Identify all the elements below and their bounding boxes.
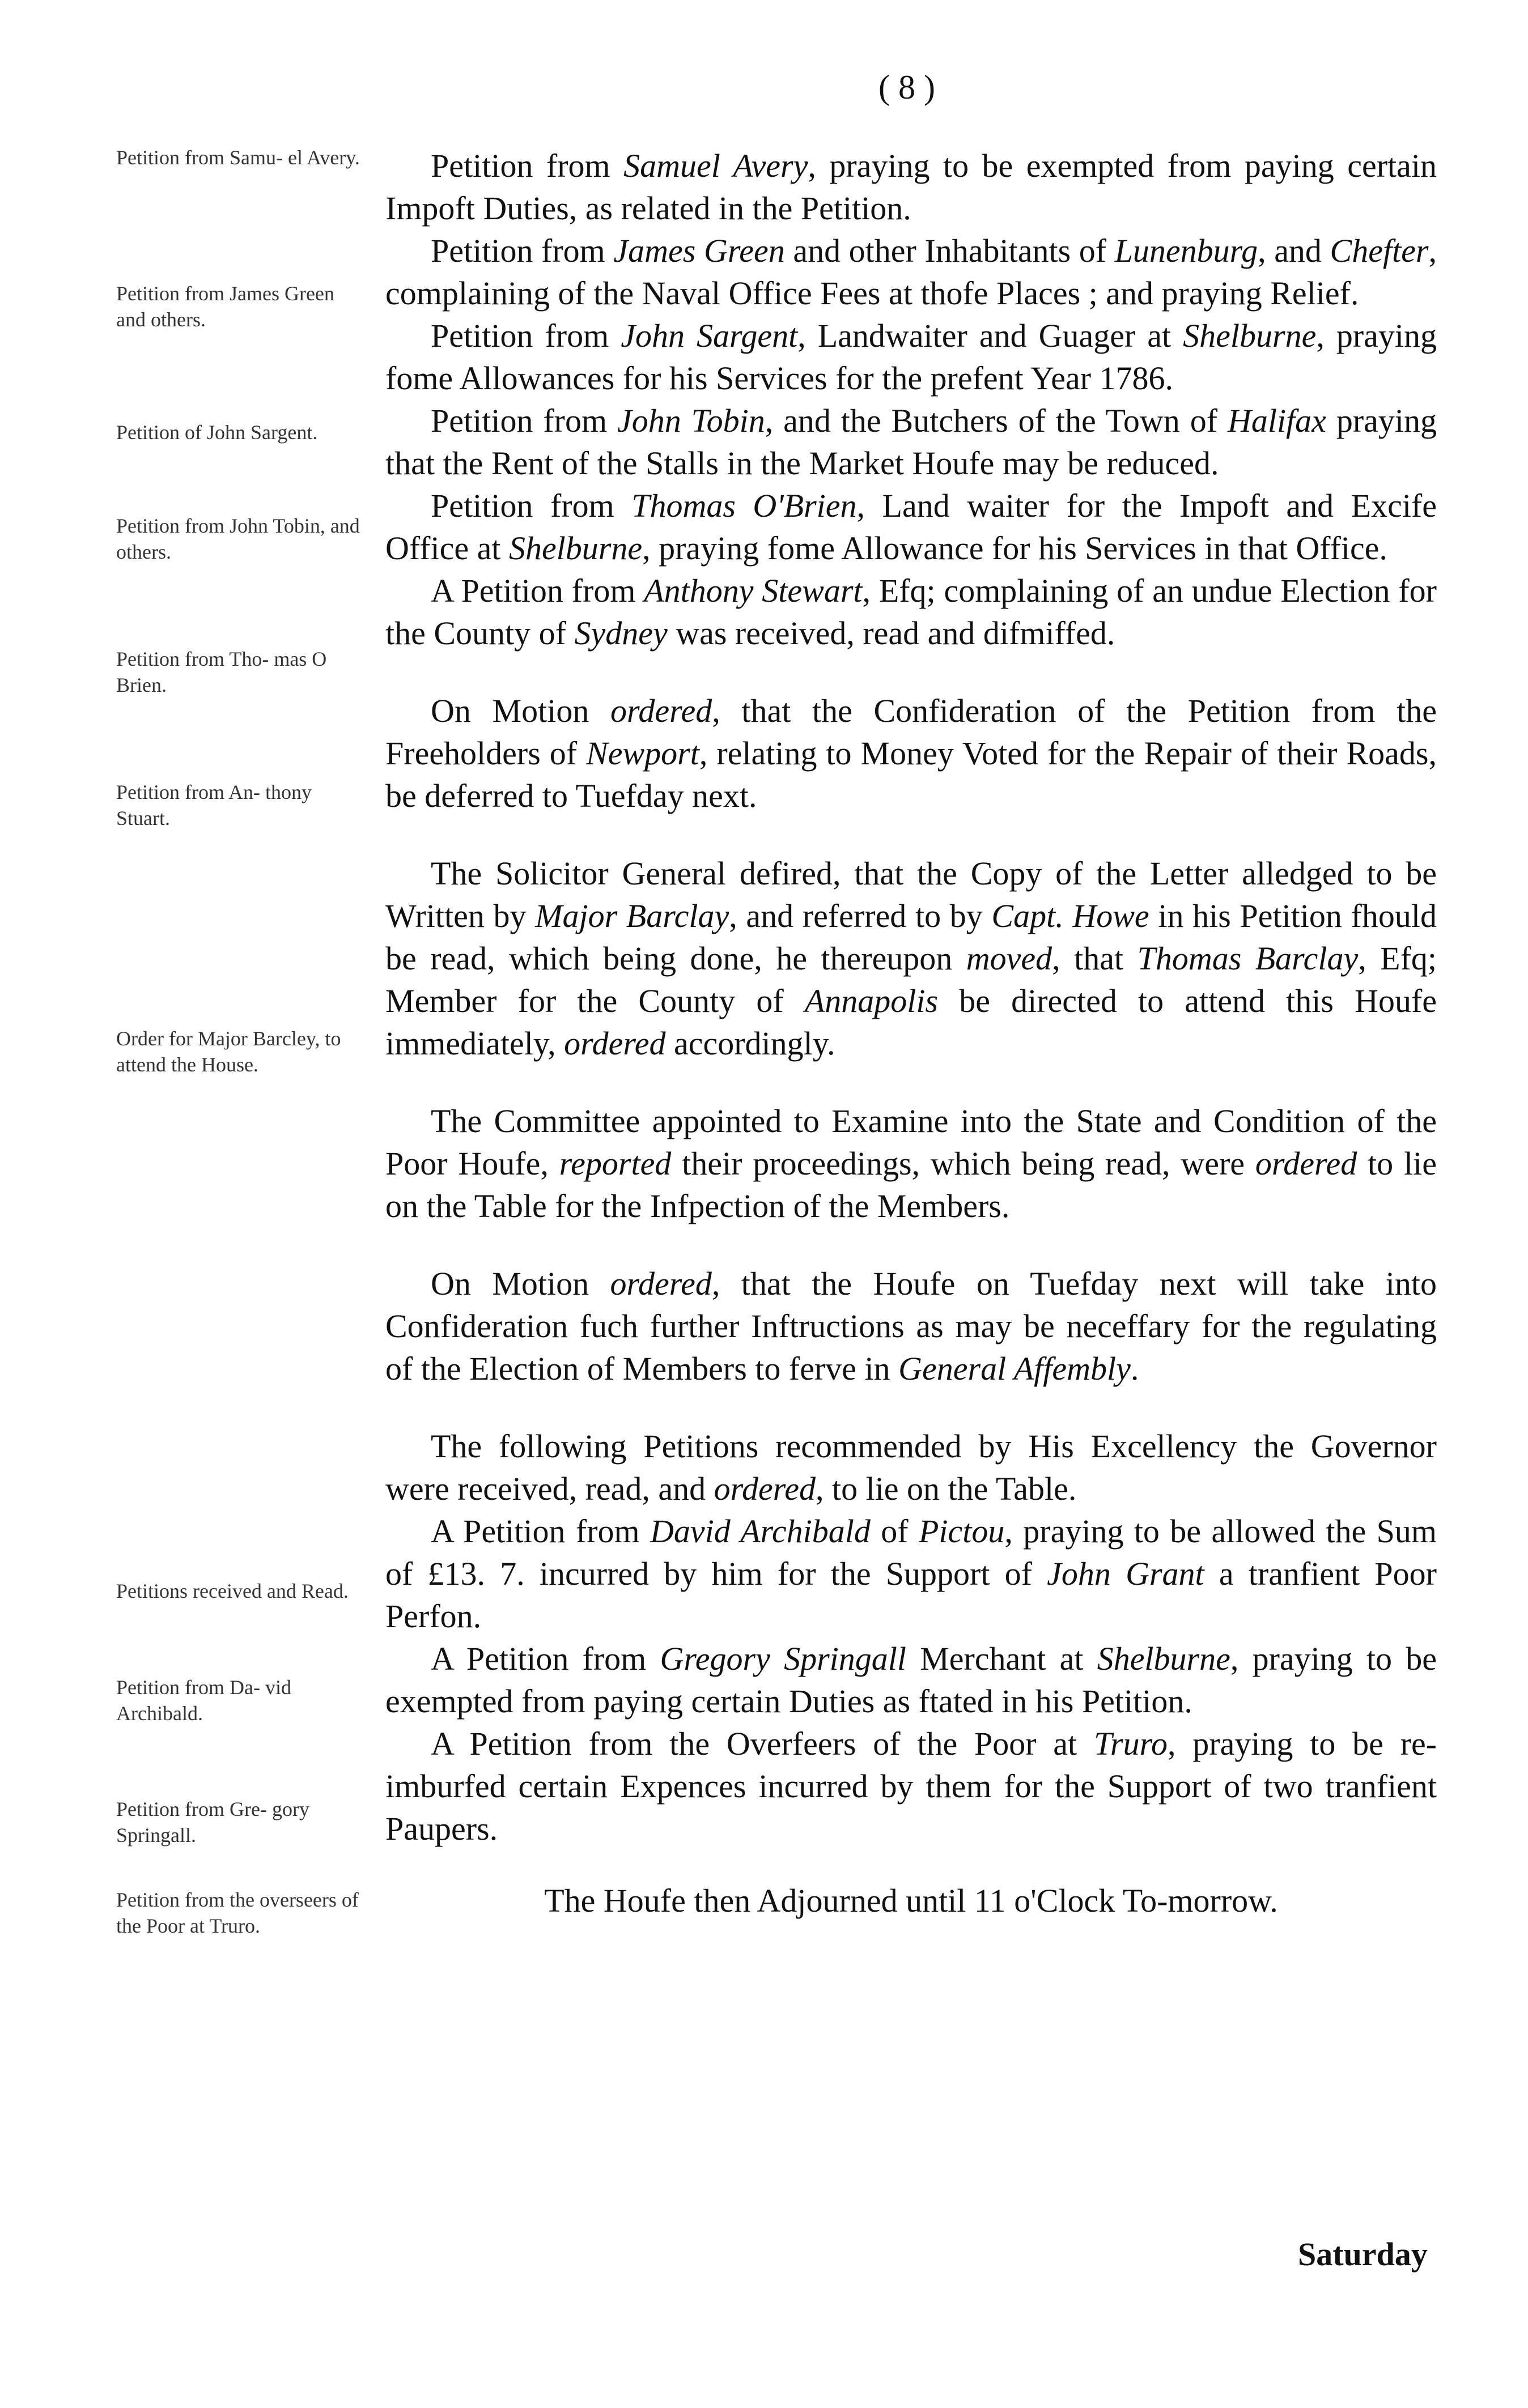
paragraphs bbox=[385, 144, 1437, 1850]
margin-note: Petition from Gre- gory Springall. bbox=[116, 1798, 309, 1847]
margin-note: Petition from James Green and others. bbox=[116, 282, 334, 331]
margin-note: Petition from Tho- mas O Brien. bbox=[116, 648, 327, 696]
paragraph: Petition from John Tobin, and the Butchers of the Town of Halifax praying that the Rent of the Stalls in the Market Houfe may be reduced. bbox=[385, 402, 1437, 482]
paragraph: The following Petitions recommended by His Excellency the Governor were received, read, and ordered, to lie on the Table. bbox=[385, 1428, 1437, 1507]
margin-note: Petition of John Sargent. bbox=[116, 421, 318, 444]
paragraph: Petition from Thomas O'Brien, Land waiter for the Impoft and Excife Office at Shelburne, praying fome Allowance for his Services in that Office. bbox=[385, 487, 1437, 567]
margin-note: Order for Major Barcley, to attend the House. bbox=[116, 1027, 341, 1076]
margin-note: Petition from Samu- el Avery. bbox=[116, 146, 360, 169]
paragraph: Petition from Samuel Avery, praying to be exempted from paying certain Impoft Duties, as related in the Petition. bbox=[385, 147, 1437, 227]
paragraph: A Petition from David Archibald of Pictou, praying to be allowed the Sum of £13. 7. incurred by him for the Support of John Grant a tranfient Poor Perfon. bbox=[385, 1513, 1437, 1635]
catchword: Saturday bbox=[1298, 2236, 1428, 2273]
paragraph: On Motion ordered, that the Confideration of the Petition from the Freeholders of Newport, relating to Money Voted for the Repair of their Roads, be deferred to Tuefday next. bbox=[385, 692, 1437, 814]
margin-note: Petitions received and Read. bbox=[116, 1580, 349, 1602]
paragraph: Petition from James Green and other Inhabitants of Lunenburg, and Chefter, complaining of the Naval Office Fees at thofe Places ; and praying Relief. bbox=[385, 232, 1437, 312]
journal-body bbox=[385, 144, 1437, 1922]
paragraph: A Petition from Anthony Stewart, Efq; complaining of an undue Election for the County of Sydney was received, read and difmiffed. bbox=[385, 572, 1437, 652]
paragraph: A Petition from the Overfeers of the Poor at Truro, praying to be re-imburfed certain Expences incurred by them for the Support of two tranfient Paupers. bbox=[385, 1725, 1437, 1847]
paragraph: A Petition from Gregory Springall Merchant at Shelburne, praying to be exempted from paying certain Duties as ftated in his Petition. bbox=[385, 1640, 1437, 1720]
paragraph: Petition from John Sargent, Landwaiter and Guager at Shelburne, praying fome Allowances for his Services for the prefent Year 1786. bbox=[385, 317, 1437, 397]
margin-note: Petition from Da- vid Archibald. bbox=[116, 1676, 291, 1725]
page-number: ( 8 ) bbox=[878, 69, 935, 106]
margin-note: Petition from John Tobin, and others. bbox=[116, 514, 360, 563]
margin-note: Petition from An- thony Stuart. bbox=[116, 781, 312, 829]
paragraph: The Committee appointed to Examine into the State and Condition of the Poor Houfe, reported their proceedings, which being read, were ordered to lie on the Table for the Infpection of the Members. bbox=[385, 1103, 1437, 1224]
paragraph: The Solicitor General defired, that the Copy of the Letter alledged to be Written by Major Barclay, and referred to by Capt. Howe in his Petition fhould be read, which being done, he thereupon moved, that Thomas Barclay, Efq; Member for the County of Annapolis be directed to attend this Houfe immediately, ordered accordingly. bbox=[385, 855, 1437, 1062]
adjournment-line: The Houfe then Adjourned until 11 o'Clock To-morrow. bbox=[544, 1882, 1278, 1919]
paragraph: On Motion ordered, that the Houfe on Tuefday next will take into Confideration fuch further Inftructions as may be neceffary for the regulating of the Election of Members to ferve in General Affembly. bbox=[385, 1265, 1437, 1387]
margin-note: Petition from the overseers of the Poor at Truro. bbox=[116, 1888, 359, 1937]
